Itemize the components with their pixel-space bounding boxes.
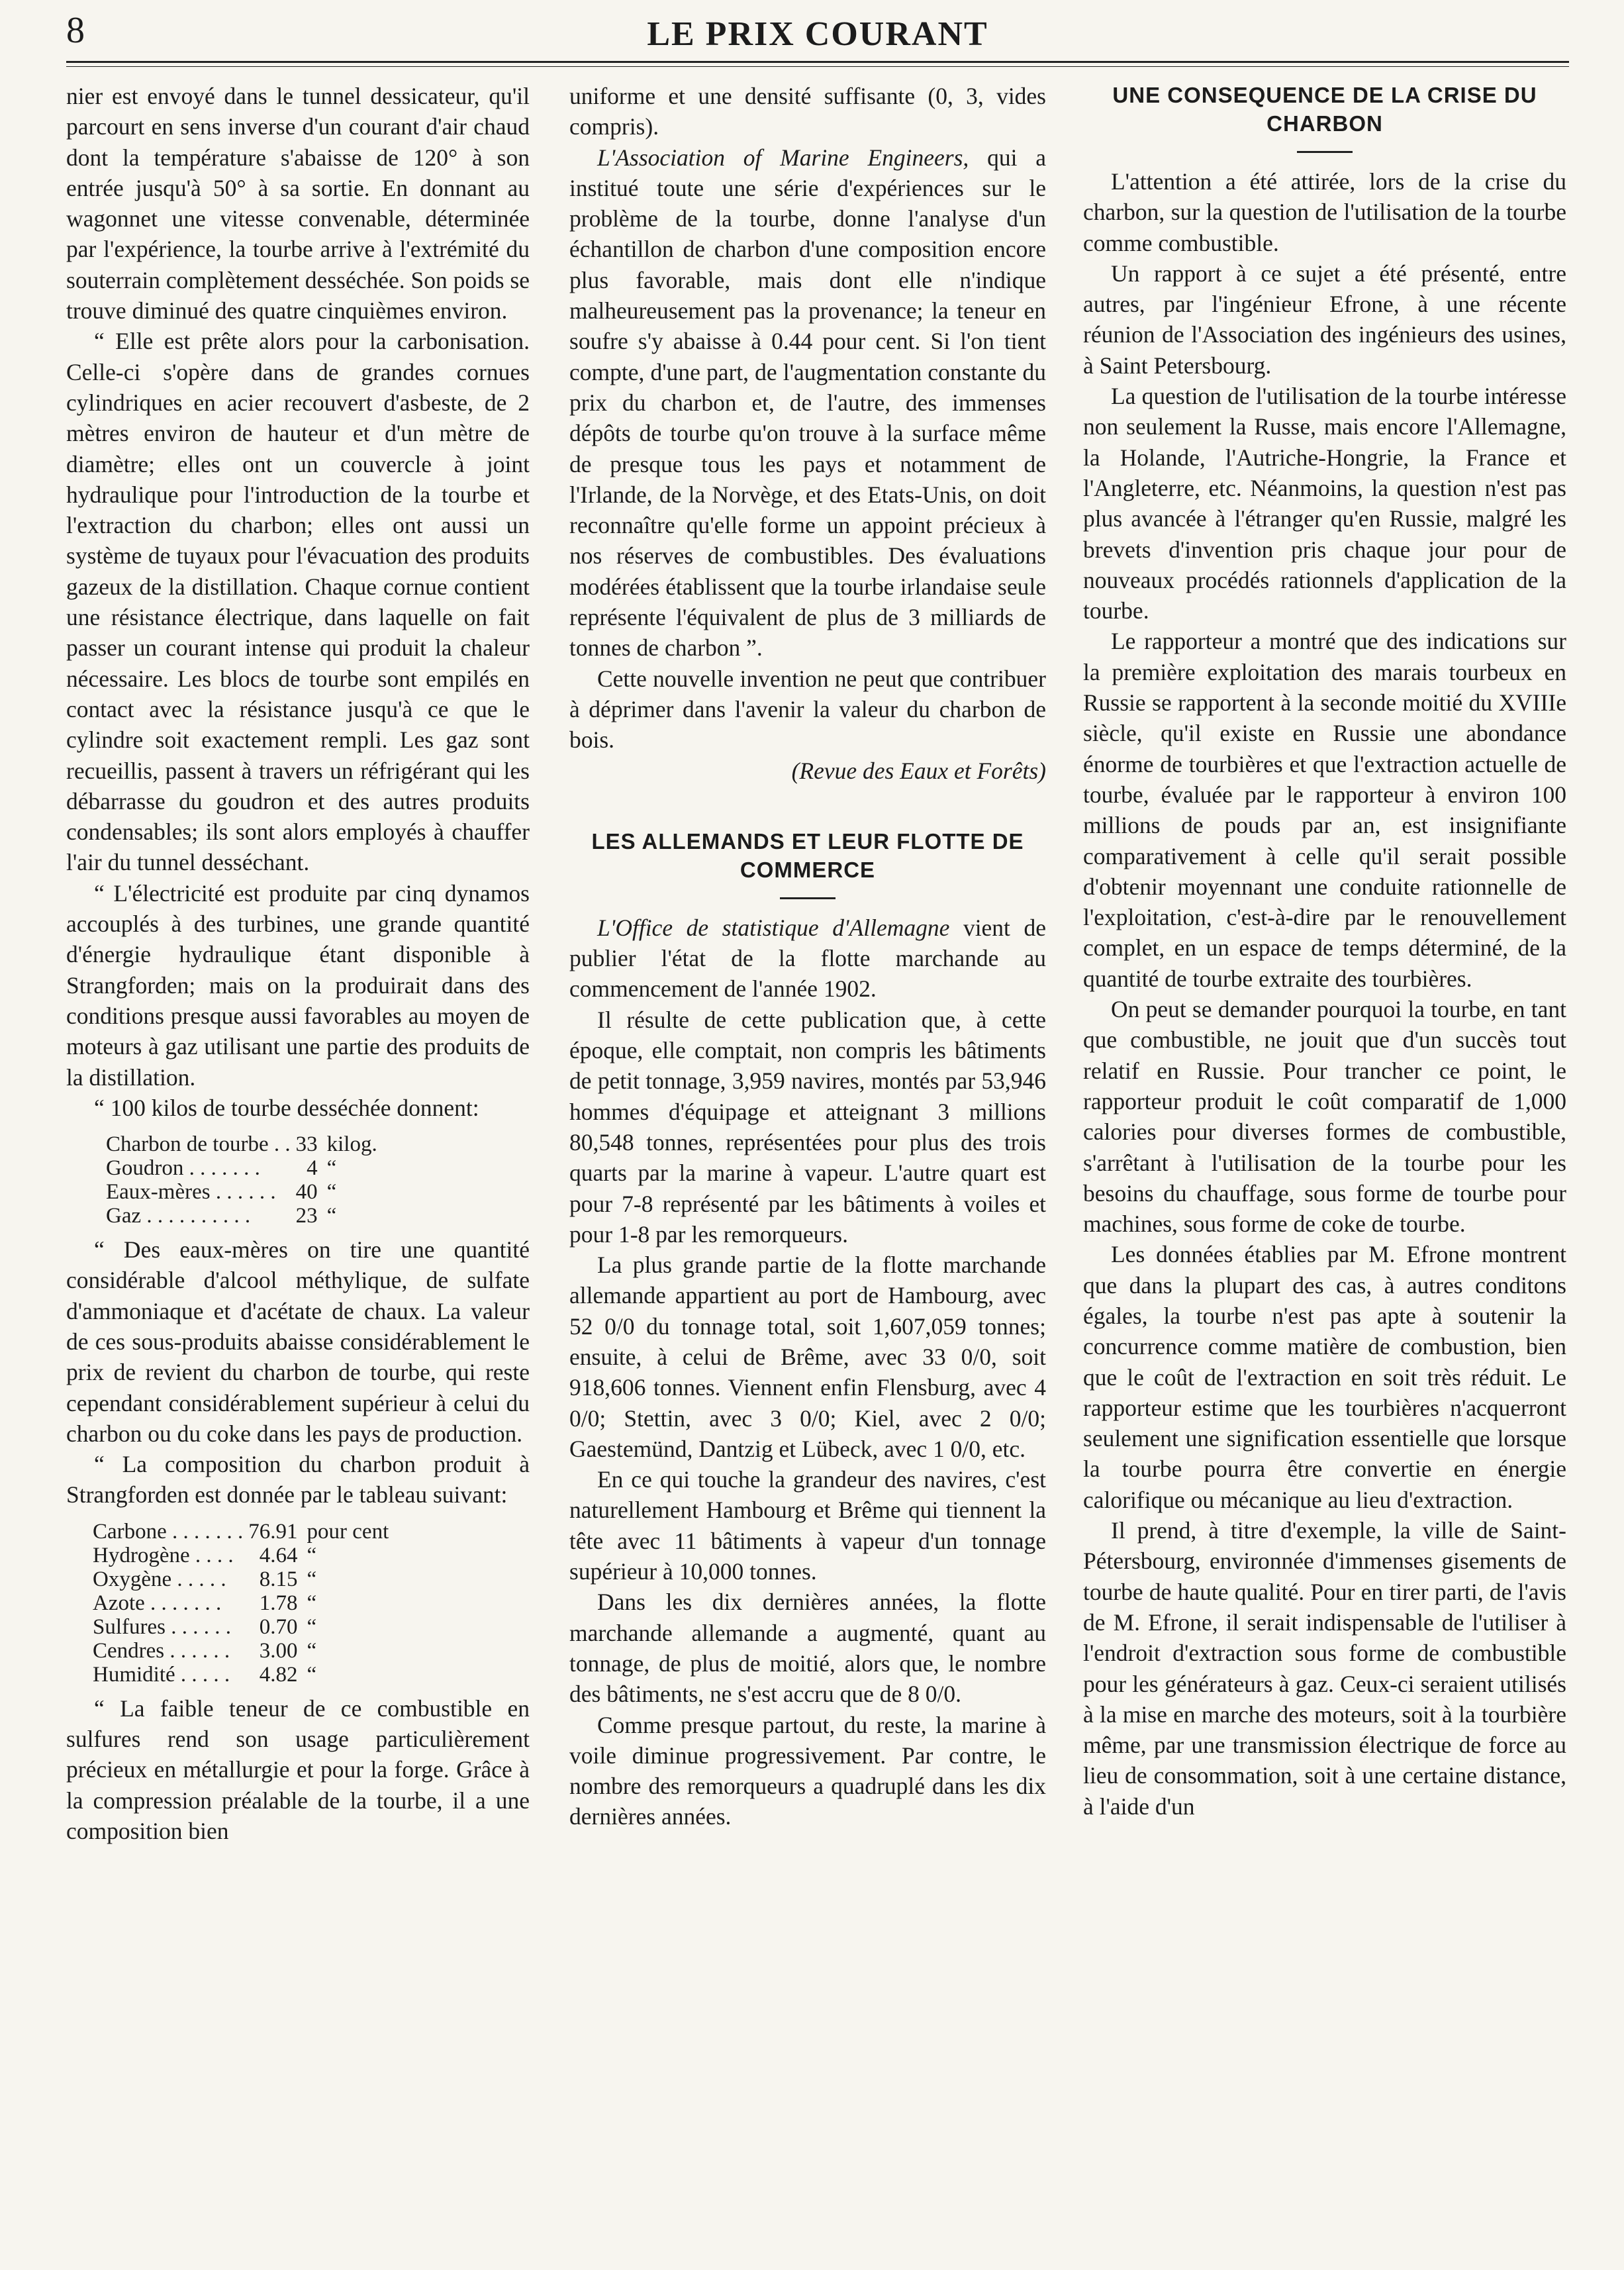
table-cell: “	[307, 1567, 317, 1591]
column-1	[66, 81, 530, 1846]
table-row	[93, 1615, 394, 1639]
organisation-name: L'Office de statistique d'Allemagne	[597, 914, 950, 941]
table-row	[106, 1132, 383, 1156]
table-cell: 8.15	[259, 1567, 298, 1591]
paragraph: Le rapporteur a montré que des indications sur la première exploitation des marais tourbeux en Russie se rapportent à la seconde moitié du XVIIIe siècle, qu'il existe en Russie une abondance énorme de tourbières et que l'extraction actuelle de tourbe, évaluée par le rapporteur à environ 100 millions de pouds par an, est insignifiante comparativement à celle qu'il serait possible d'obtenir moyennant une conduite rationnelle de l'exploitation, c'est-à-dire par le renouvellement complet, en un espace de temps déterminé, de la quantité de tourbe extraite des tourbières.	[1083, 628, 1566, 992]
table-row	[106, 1204, 383, 1228]
table-cell: “	[326, 1180, 337, 1205]
table-cell: 76.91	[248, 1519, 298, 1544]
table-row	[106, 1180, 383, 1204]
table-cell: 40	[295, 1180, 318, 1205]
table-cell: Azote . . . . . . .	[93, 1591, 222, 1615]
table-cell: 23	[295, 1204, 318, 1228]
table-cell: “	[307, 1614, 317, 1639]
paragraph: Il résulte de cette publication que, à cette époque, elle comptait, non compris les bâtiments de petit tonnage, 3,959 navires, montés par 53,946 hommes d'équipage et atteignant 3 millions 80,548 tonnes, représentées pour plus des trois quarts par la marine à vapeur. L'autre quart est pour 7-8 représenté par les bâtiments à voiles et pour 1-8 par les remorqueurs.	[569, 1006, 1046, 1248]
table-cell: 0.70	[259, 1614, 298, 1639]
table-cell: Goudron . . . . . . .	[106, 1156, 260, 1181]
table-cell: Gaz . . . . . . . . . .	[106, 1204, 251, 1228]
table-cell: Hydrogène . . . .	[93, 1543, 234, 1567]
table-cell: Humidité . . . . .	[93, 1662, 230, 1687]
table-cell: “	[307, 1543, 317, 1567]
table-row	[93, 1544, 394, 1567]
paragraph: Dans les dix dernières années, la flotte marchande allemande a augmenté, quant au tonnage, de plus de moitié, alors que, le nombre des bâtiments, ne s'est accru que de 8 0/0.	[569, 1589, 1046, 1708]
yield-table	[106, 1132, 383, 1228]
paragraph: “ Elle est prête alors pour la carbonisation. Celle-ci s'opère dans de grandes cornues cylindriques en acier recouvert d'asbeste, de 2 mètres environ de hauteur et d'un mètre de diamètre; elles ont un couvercle à joint hydraulique pour l'introduction de la tourbe et l'extraction du charbon; elles ont aussi un système de tuyaux pour l'évacuation des produits gazeux de la distillation. Chaque cornue contient une résistance électrique, dans laquelle on fait passer un courant intense qui produit la chaleur nécessaire. Les blocs de tourbe sont empilés en contact avec la résistance jusqu'à ce que le cylindre soit exactement rempli. Les gaz sont recueillis, passent à travers un réfrigérant qui les débarrasse du goudron et des autres produits condensables; ils sont alors employés à chauffer l'air du tunnel desséchant.	[66, 328, 530, 876]
paragraph: “ La faible teneur de ce combustible en sulfures rend son usage particulièrement précieux en métallurgie et pour la forge. Grâce à la compression préalable de la tourbe, il a une composition bien	[66, 1695, 530, 1844]
table-row	[93, 1520, 394, 1544]
paragraph: nier est envoyé dans le tunnel dessicateur, qu'il parcourt en sens inverse d'un courant d'air chaud dont la température s'abaisse de 120° à son entrée jusqu'à 50° à sa sortie. En donnant au wagonnet une vitesse convenable, déterminée par l'expérience, la tourbe arrive à l'extrémité du souterrain complètement desséchée. Son poids se trouve diminué des quatre cinquièmes environ.	[66, 83, 530, 324]
paragraph: Les données établies par M. Efrone montrent que dans la plupart des cas, à autres conditons égales, la tourbe n'est pas apte à soutenir la concurrence comme matière de combustion, bien que le coût de l'extraction en soit très réduit. Le rapporteur estime que les tourbières n'acquerront seulement une signification essentielle que lorsque la tourbe pourra être convertie en énergie calorifique ou mécanique au lieu d'extraction.	[1083, 1241, 1566, 1513]
paragraph: La question de l'utilisation de la tourbe intéresse non seulement la Russe, mais encore l'Allemagne, la Holande, l'Autriche-Hongrie, la France et l'Angleterre, etc. Néanmoins, la question n'est pas plus avancée à l'étranger qu'en Russie, malgré les brevets d'invention pris chaque jour pour de nouveaux procédés rationnels d'application de la tourbe.	[1083, 383, 1566, 624]
table-cell: “	[307, 1638, 317, 1663]
composition-table	[93, 1520, 394, 1687]
paragraph: La plus grande partie de la flotte marchande allemande appartient au port de Hambourg, avec 52 0/0 du tonnage total, soit 1,607,059 tonnes; ensuite, à celui de Brême, avec 33 0/0, soit 918,606 tonnes. Viennent enfin Flensburg, avec 4 0/0; Stettin, avec 3 0/0; Kiel, avec 2 0/0; Gaestemünd, Dantzig et Lübeck, avec 1 0/0, etc.	[569, 1252, 1046, 1462]
page-header	[66, 5, 1569, 58]
table-cell: “	[326, 1204, 337, 1228]
paragraph: On peut se demander pourquoi la tourbe, en tant que combustible, ne jouit que d'un succès tout relatif en Russie. Pour trancher ce point, le rapporteur produit le coût comparatif de 1,000 calories pour diverses formes de combustible, s'arrêtant à l'utilisation de la tourbe pour les besoins du chauffage, sous forme de tourbe pour machines, sous forme de coke de tourbe.	[1083, 996, 1566, 1238]
table-cell: Oxygène . . . . .	[93, 1567, 226, 1591]
page-number: 8	[66, 10, 85, 51]
paragraph-text: qui a institué toute une série d'expériences sur le problème de la tourbe, donne l'analyse d'un échantillon de charbon d'une composition encore plus favorable, mais dont elle n'indique malheureusement pas la provenance; la teneur en soufre s'y abaisse à 0.44 pour cent. Si l'on tient compte, d'une part, de l'augmentation constante du prix du charbon et, de l'autre, des immenses dépôts de tourbe qu'on trouve à la surface même de presque tous les pays et notamment de l'Irlande, de la Norvège, et des Etats-Unis, on doit reconnaître qu'elle forme un appoint précieux à nos réserves de combustibles. Des évaluations modérées établissent que la tourbe irlandaise seule représente l'équivalent de plus de 3 milliards de tonnes de charbon ”.	[569, 144, 1046, 662]
title-divider	[780, 897, 836, 899]
organisation-name: L'Association of Marine Engineers,	[597, 144, 969, 171]
table-row	[93, 1567, 394, 1591]
table-cell: “	[307, 1662, 317, 1687]
paragraph-text: vient de publier l'état de la flotte marchande au commencement de l'année 1902.	[569, 914, 1046, 1003]
table-row	[93, 1663, 394, 1687]
table-row	[93, 1591, 394, 1615]
table-cell: Eaux-mères . . . . . .	[106, 1180, 276, 1205]
article-title: UNE CONSEQUENCE DE LA CRISE DU CHARBON	[1112, 83, 1537, 136]
column-3	[1083, 81, 1566, 1822]
table-cell: 4.64	[259, 1543, 298, 1567]
table-cell: pour cent	[307, 1519, 389, 1544]
paragraph: “ L'électricité est produite par cinq dynamos accouplés à des turbines, une grande quantité d'énergie hydraulique étant disponible à Strangforden; mais on la produirait dans des conditions presque aussi favorables au moyen de moteurs à gaz utilisant une partie des produits de la distillation.	[66, 879, 530, 1091]
paragraph: Il prend, à titre d'exemple, la ville de Saint-Pétersbourg, environnée d'immenses gisements de tourbe de haute qualité. Pour en tirer parti, de l'avis de M. Efrone, il serait indispensable de l'utiliser à l'endroit d'extraction sous forme de combustible pour les générateurs à gaz. Ceux-ci seraient utilisés à la mise en marche des moteurs, soit à la tourbière même, par une transmission électrique de force au lieu de consommation, soit à une certaine distance, à l'aide d'un	[1083, 1517, 1566, 1820]
table-cell: Sulfures . . . . . .	[93, 1614, 231, 1639]
table-cell: kilog.	[326, 1132, 377, 1157]
paragraph: “ 100 kilos de tourbe desséchée donnent:	[94, 1094, 479, 1121]
table-row	[106, 1156, 383, 1180]
paragraph: uniforme et une densité suffisante (0, 3, vides compris).	[569, 83, 1046, 140]
paragraph: En ce qui touche la grandeur des navires, c'est naturellement Hambourg et Brême qui tiennent la tête avec 11 bâtiments à vapeur d'un tonnage supérieur à 10,000 tonnes.	[569, 1466, 1046, 1585]
header-rule	[66, 61, 1569, 63]
paragraph: “ Des eaux-mères on tire une quantité considérable d'alcool méthylique, de sulfate d'ammoniaque et d'acétate de chaux. La valeur de ces sous-produits abaisse considérablement le prix de revient du charbon de tourbe, qui reste cependant considérablement supérieur à celui du charbon ou du coke dans les pays de production.	[66, 1236, 530, 1447]
table-cell: Charbon de tourbe . .	[106, 1132, 291, 1157]
table-cell: 4	[307, 1156, 318, 1181]
source-citation: (Revue des Eaux et Forêts)	[791, 757, 1046, 784]
table-cell: “	[326, 1156, 337, 1181]
table-row	[93, 1639, 394, 1663]
table-cell: 33	[295, 1132, 318, 1157]
column-2	[569, 81, 1046, 1832]
table-cell: 3.00	[259, 1638, 298, 1663]
title-divider	[1297, 151, 1353, 153]
article-title: LES ALLEMANDS ET LEUR FLOTTE DE COMMERCE	[591, 828, 1024, 882]
header-rule-thin	[66, 66, 1569, 67]
paragraph: Un rapport à ce sujet a été présenté, entre autres, par l'ingénieur Efrone, à une récente réunion de l'Association des ingénieurs des usines, à Saint Petersbourg.	[1083, 260, 1566, 379]
table-cell: “	[307, 1591, 317, 1615]
paragraph: Comme presque partout, du reste, la marine à voile diminue progressivement. Par contre, le nombre des remorqueurs a quadruplé dans les dix dernières années.	[569, 1711, 1046, 1830]
paragraph: “ La composition du charbon produit à Strangforden est donnée par le tableau suivant:	[66, 1451, 530, 1508]
journal-title: LE PRIX COURANT	[647, 15, 988, 53]
paragraph	[569, 142, 1046, 664]
table-cell: 4.82	[259, 1662, 298, 1687]
paragraph: Cette nouvelle invention ne peut que contribuer à déprimer dans l'avenir la valeur du charbon de bois.	[569, 665, 1046, 754]
paragraph	[569, 913, 1046, 1005]
table-cell: Carbone . . . . . . .	[93, 1519, 244, 1544]
table-cell: Cendres . . . . . .	[93, 1638, 230, 1663]
paragraph: L'attention a été attirée, lors de la crise du charbon, sur la question de l'utilisation de la tourbe comme combustible.	[1083, 168, 1566, 256]
table-cell: 1.78	[259, 1591, 298, 1615]
